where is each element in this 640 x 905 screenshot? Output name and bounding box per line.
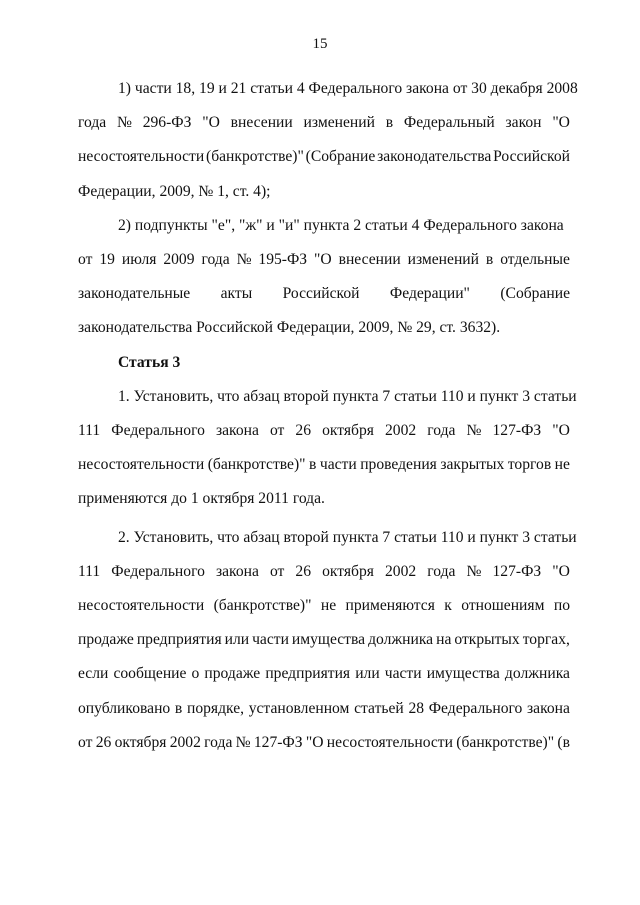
word: закона bbox=[527, 699, 570, 717]
text-line: 2. Установить, что абзац второй пункта 7 статьи 110 и пункт 3 статьи bbox=[118, 528, 577, 546]
paragraph-item-1 bbox=[78, 72, 578, 209]
word: 2009 bbox=[163, 251, 195, 269]
word: от bbox=[269, 562, 285, 580]
word: несостоятельности bbox=[78, 456, 205, 474]
word: от bbox=[78, 733, 93, 751]
word: предприятия bbox=[136, 631, 222, 649]
word: части bbox=[384, 665, 422, 683]
word: продаже bbox=[78, 631, 134, 649]
word: или bbox=[224, 631, 250, 649]
word: законодательства bbox=[377, 148, 492, 166]
word: "О bbox=[314, 251, 332, 269]
word: о bbox=[191, 665, 200, 683]
text-line-justified bbox=[78, 414, 570, 448]
word: 2002 bbox=[385, 422, 417, 440]
text-line: Федерации, 2009, № 1, ст. 4); bbox=[78, 182, 271, 200]
word: (Собрание bbox=[500, 285, 570, 303]
word: № bbox=[235, 733, 251, 751]
paragraph-point-1 bbox=[78, 380, 577, 517]
text-line-justified bbox=[78, 623, 570, 657]
word: торгов bbox=[507, 456, 552, 474]
word: продаже bbox=[204, 665, 261, 683]
word: статьей bbox=[354, 699, 404, 717]
text-line-justified bbox=[78, 277, 570, 311]
text-line-justified bbox=[78, 243, 570, 277]
word: к bbox=[444, 597, 452, 615]
word: имущества bbox=[291, 631, 366, 649]
word: "О bbox=[552, 114, 570, 132]
word: несостоятельности bbox=[78, 148, 205, 166]
word: установленном bbox=[248, 699, 350, 717]
text-line: применяются до 1 октября 2011 года. bbox=[78, 490, 325, 508]
word: от bbox=[269, 422, 285, 440]
word: Российской bbox=[282, 285, 360, 303]
word: проведения bbox=[360, 456, 437, 474]
word: "О bbox=[202, 114, 220, 132]
word: "О bbox=[552, 562, 570, 580]
word: несостоятельности bbox=[326, 733, 453, 751]
word: 26 bbox=[95, 733, 112, 751]
word: в bbox=[485, 251, 494, 269]
word: года bbox=[204, 733, 233, 751]
word: закрытых bbox=[440, 456, 505, 474]
word: торгах, bbox=[522, 631, 570, 649]
text-line: 2) подпункты "е", "ж" и "и" пункта 2 статьи 4 Федерального закона bbox=[118, 216, 564, 234]
paragraph-item-2 bbox=[78, 209, 570, 346]
word: применяются bbox=[345, 597, 435, 615]
word: Федерального bbox=[428, 699, 523, 717]
word: (банкротстве)" bbox=[207, 456, 306, 474]
paragraph-point-2 bbox=[78, 521, 577, 760]
word: внесении bbox=[230, 114, 293, 132]
word: Федеральный bbox=[403, 114, 495, 132]
word: не bbox=[320, 597, 337, 615]
word: (в bbox=[557, 733, 570, 751]
document-body bbox=[78, 72, 578, 760]
word: должника bbox=[504, 665, 570, 683]
text-line-justified bbox=[78, 589, 570, 623]
text-line-justified bbox=[78, 140, 570, 174]
word: сообщение bbox=[113, 665, 187, 683]
word: № bbox=[117, 114, 132, 132]
word: от bbox=[78, 251, 93, 269]
word: 127-ФЗ bbox=[492, 562, 542, 580]
word: октября bbox=[322, 422, 374, 440]
word: должника bbox=[368, 631, 434, 649]
word: (банкротстве)" bbox=[213, 597, 312, 615]
text-line-justified bbox=[78, 448, 570, 482]
word: 26 bbox=[295, 422, 312, 440]
word: 111 bbox=[78, 562, 101, 580]
word: в bbox=[385, 114, 394, 132]
word: в bbox=[309, 456, 317, 474]
word: части bbox=[252, 631, 289, 649]
word: Федерального bbox=[111, 422, 205, 440]
page-number: 15 bbox=[312, 36, 328, 52]
text-line-justified bbox=[78, 657, 570, 691]
word: законодательные bbox=[78, 285, 191, 303]
word: 2002 bbox=[385, 562, 417, 580]
word: "О bbox=[305, 733, 324, 751]
text-line-justified bbox=[78, 555, 570, 589]
word: Федерации" bbox=[389, 285, 470, 303]
word: части bbox=[319, 456, 357, 474]
word: в bbox=[174, 699, 183, 717]
word: № bbox=[236, 251, 252, 269]
word: отношениям bbox=[461, 597, 545, 615]
word: 111 bbox=[78, 422, 101, 440]
word: № bbox=[466, 562, 482, 580]
word: 26 bbox=[295, 562, 312, 580]
word: (банкротстве)" bbox=[456, 733, 555, 751]
word: № bbox=[466, 422, 482, 440]
article-heading: Статья 3 bbox=[118, 353, 181, 371]
word: или bbox=[355, 665, 380, 683]
word: 296-ФЗ bbox=[142, 114, 192, 132]
word: года bbox=[201, 251, 230, 269]
word: 2002 bbox=[169, 733, 201, 751]
word: предприятия bbox=[265, 665, 351, 683]
word: внесении bbox=[338, 251, 401, 269]
word: Федерального bbox=[111, 562, 205, 580]
word: изменений bbox=[407, 251, 479, 269]
text-line-justified bbox=[78, 106, 570, 140]
word: опубликовано bbox=[78, 699, 171, 717]
word: закона bbox=[215, 562, 259, 580]
word: 195-ФЗ bbox=[258, 251, 308, 269]
word: закона bbox=[215, 422, 259, 440]
word: октября bbox=[322, 562, 374, 580]
word: года bbox=[427, 562, 456, 580]
word: "О bbox=[552, 422, 570, 440]
word: открытых bbox=[454, 631, 520, 649]
word: отдельные bbox=[500, 251, 570, 269]
word: на bbox=[436, 631, 452, 649]
word: не bbox=[554, 456, 570, 474]
word: 127-ФЗ bbox=[253, 733, 303, 751]
word: порядке, bbox=[186, 699, 245, 717]
word: если bbox=[78, 665, 109, 683]
word: года bbox=[427, 422, 456, 440]
word: несостоятельности bbox=[78, 597, 205, 615]
word: (Собрание bbox=[305, 148, 376, 166]
word: октября bbox=[114, 733, 167, 751]
word: Российской bbox=[493, 148, 570, 166]
word: 19 bbox=[99, 251, 115, 269]
word: (банкротстве)" bbox=[206, 148, 304, 166]
word: года bbox=[78, 114, 107, 132]
text-line-justified bbox=[78, 726, 570, 760]
word: акты bbox=[220, 285, 253, 303]
text-line: 1) части 18, 19 и 21 статьи 4 Федерального закона от 30 декабря 2008 bbox=[118, 80, 578, 97]
word: изменений bbox=[303, 114, 375, 132]
word: 127-ФЗ bbox=[492, 422, 542, 440]
word: имущества bbox=[426, 665, 500, 683]
text-line-justified bbox=[78, 692, 570, 726]
word: июля bbox=[121, 251, 157, 269]
word: закон bbox=[505, 114, 542, 132]
word: 28 bbox=[408, 699, 425, 717]
text-line: 1. Установить, что абзац второй пункта 7 статьи 110 и пункт 3 статьи bbox=[118, 387, 577, 405]
word: по bbox=[553, 597, 570, 615]
text-line: законодательства Российской Федерации, 2009, № 29, ст. 3632). bbox=[78, 319, 501, 337]
